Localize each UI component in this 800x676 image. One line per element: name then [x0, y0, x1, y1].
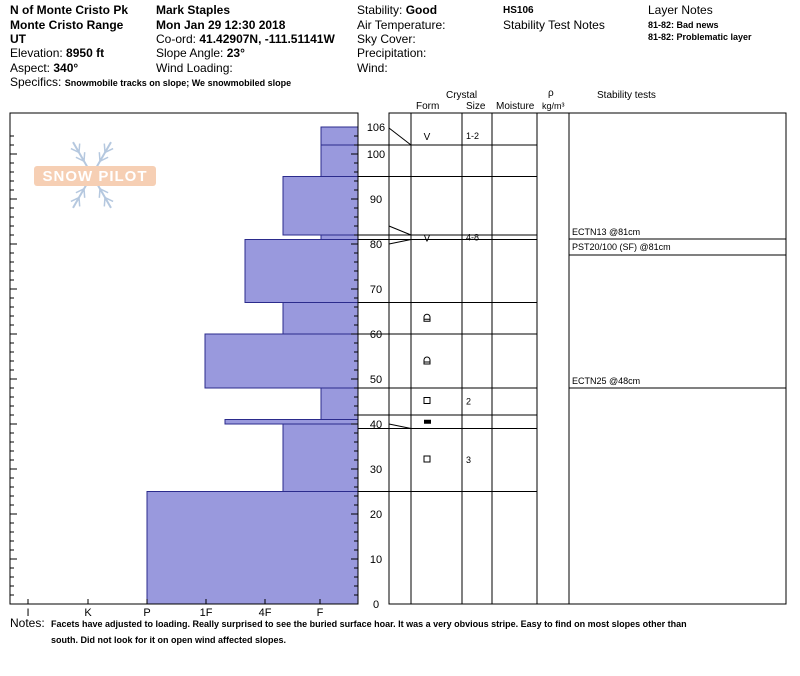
snowflake-branch	[84, 189, 85, 198]
surface-hoar-symbol: V	[423, 233, 431, 245]
density-rho-header: ρ	[548, 88, 554, 99]
hardness-bar	[321, 145, 358, 177]
wind-label: Wind:	[357, 61, 388, 75]
hardness-bar	[283, 303, 358, 335]
y-tick-label: 90	[369, 194, 383, 206]
layer-notes-title: Layer Notes	[648, 3, 713, 17]
hardness-bar	[321, 388, 358, 420]
hardness-bar	[283, 424, 358, 492]
faceted-crystal-symbol	[424, 398, 430, 404]
slope-value: 23°	[226, 46, 245, 60]
surface-hoar-symbol: V	[423, 132, 431, 143]
faceted-crystal-symbol	[424, 456, 430, 462]
y-tick-label: 10	[369, 554, 383, 566]
hardness-tick-label: P	[143, 607, 151, 619]
connector-line	[389, 240, 411, 245]
hardness-bar	[321, 235, 358, 240]
y-tick-label: 60	[369, 329, 383, 341]
connector-line	[389, 226, 411, 235]
moisture-header: Moisture	[496, 101, 535, 112]
snowflake-branch	[104, 144, 105, 153]
stability-test-notes-label: Stability Test Notes	[503, 18, 605, 32]
snowflake-branch	[84, 152, 85, 161]
y-tick-label: 106	[366, 122, 386, 134]
slope-label: Slope Angle:	[156, 46, 224, 60]
logo-text: SNOW PILOT	[42, 168, 148, 185]
hardness-bar	[245, 240, 358, 303]
sky-cover-label: Sky Cover:	[357, 32, 416, 46]
notes-line-2: south. Did not look for it on open wind affected slopes.	[51, 635, 286, 645]
size-header: Size	[466, 101, 486, 112]
crystal-header: Crystal	[446, 90, 478, 101]
y-tick-label: 40	[369, 419, 383, 431]
snowflake-branch	[99, 152, 100, 161]
form-header: Form	[416, 101, 440, 112]
faceted-rounded-symbol	[424, 314, 430, 321]
y-tick-label: 0	[372, 599, 380, 611]
hardness-bars	[147, 127, 358, 604]
connector-line	[389, 424, 411, 429]
aspect-value: 340°	[53, 61, 79, 75]
observation-datetime: Mon Jan 29 12:30 2018	[156, 18, 286, 32]
layer-note-1: 81-82: Bad news	[648, 20, 719, 30]
connector-line	[389, 128, 411, 145]
hardness-tick-label: K	[84, 607, 92, 619]
stability-test-entry: ECTN25 @48cm	[572, 376, 641, 386]
elevation-label: Elevation:	[10, 46, 63, 60]
hardness-tick-label: F	[316, 607, 324, 619]
stability-test-entry: ECTN13 @81cm	[572, 227, 641, 237]
elevation-value: 8950 ft	[66, 46, 105, 60]
layer-table	[358, 128, 786, 492]
range-name: Monte Cristo Range	[10, 18, 124, 32]
state-name: UT	[10, 32, 26, 46]
y-tick-label: 100	[366, 149, 386, 161]
precip-label: Precipitation:	[357, 46, 427, 60]
hardness-tick-label: 1F	[199, 607, 213, 619]
specifics-value: Snowmobile tracks on slope; We snowmobiled slope	[64, 78, 292, 88]
grain-size: 2	[466, 396, 472, 407]
y-tick-label: 30	[369, 464, 383, 476]
specifics-label: Specifics:	[10, 75, 62, 89]
coord-value: 41.42907N, -111.51141W	[199, 32, 335, 46]
grain-size: 3	[466, 455, 472, 465]
y-tick-label: 70	[369, 284, 383, 296]
stability-tests-header: Stability tests	[597, 90, 656, 101]
hardness-bar	[283, 177, 358, 236]
y-tick-label: 80	[369, 239, 383, 251]
stability-value: Good	[405, 3, 438, 17]
hardness-bar	[321, 127, 358, 145]
location-name: N of Monte Cristo Pk	[10, 3, 129, 17]
crust-symbol	[424, 420, 431, 424]
hardness-bar	[147, 492, 358, 605]
snowflake-branch	[104, 198, 105, 207]
wind-loading-label: Wind Loading:	[156, 61, 233, 75]
air-temp-label: Air Temperature:	[357, 18, 446, 32]
table-border	[389, 113, 786, 604]
hardness-bar	[205, 334, 358, 388]
snowflake-branch	[79, 198, 80, 207]
snowflake-branch	[99, 189, 100, 198]
snow-pilot-logo	[34, 142, 156, 208]
stability-test-entry: PST20/100 (SF) @81cm	[572, 242, 671, 252]
y-tick-label: 50	[369, 374, 383, 386]
stability-label: Stability:	[357, 3, 403, 17]
observer-name: Mark Staples	[156, 3, 231, 17]
notes-line-1: Facets have adjusted to loading. Really surprised to see the buried surface hoar. It was a very obvious stripe. Easy to find on most slopes other than	[51, 619, 687, 629]
grain-size: 4-8	[466, 232, 480, 243]
hardness-tick-label: 4F	[258, 607, 272, 619]
aspect-label: Aspect:	[10, 61, 51, 75]
y-tick-label: 20	[369, 509, 383, 521]
density-unit-header: kg/m³	[542, 101, 565, 111]
grain-size: 1-2	[466, 131, 480, 141]
hardness-bar	[225, 420, 358, 425]
snowflake-branch	[79, 144, 80, 153]
snow-height: HS106	[503, 5, 534, 16]
notes-label: Notes:	[10, 616, 45, 630]
faceted-rounded-symbol	[424, 357, 430, 364]
coord-label: Co-ord:	[156, 32, 197, 46]
chart-frame	[10, 113, 786, 604]
hardness-tick-label: I	[26, 607, 30, 619]
layer-note-2: 81-82: Problematic layer	[648, 32, 752, 42]
